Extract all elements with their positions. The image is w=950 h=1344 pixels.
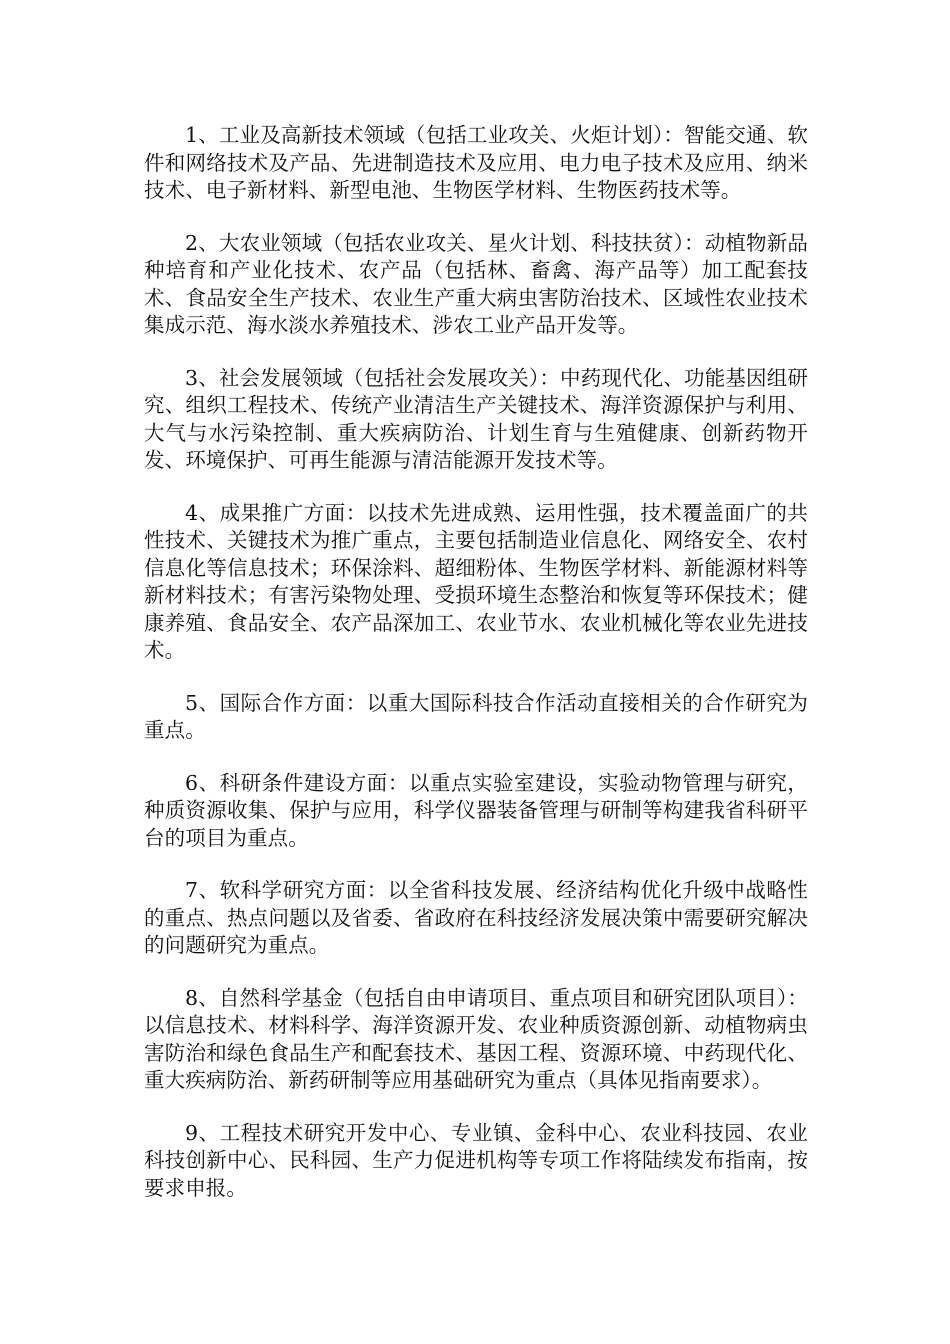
paragraph-8: 8、自然科学基金（包括自由申请项目、重点项目和研究团队项目）：以信息技术、材料科学、海洋资源开发、农业种质资源创新、动植物病虫害防治和绿色食品生产和配套技术、基因工程、资源环境、中药现代化、重大疾病防治、新药研制等应用基础研究为重点（具体见指南要求）。: [144, 985, 808, 1092]
paragraph-5: 5、国际合作方面：以重大国际科技合作活动直接相关的合作研究为重点。: [144, 690, 808, 742]
paragraph-2: 2、大农业领域（包括农业攻关、星火计划、科技扶贫）：动植物新品种培育和产业化技术、农产品（包括林、畜禽、海产品等）加工配套技术、食品安全生产技术、农业生产重大病虫害防治技术、区域性农业技术集成示范、海水淡水养殖技术、涉农工业产品开发等。: [144, 230, 808, 337]
paragraph-1: 1、工业及高新技术领域（包括工业攻关、火炬计划）：智能交通、软件和网络技术及产品、先进制造技术及应用、电力电子技术及应用、纳米技术、电子新材料、新型电池、生物医学材料、生物医药技术等。: [144, 123, 808, 202]
paragraph-9: 9、工程技术研究开发中心、专业镇、金科中心、农业科技园、农业科技创新中心、民科园、生产力促进机构等专项工作将陆续发布指南，按要求申报。: [144, 1120, 808, 1200]
paragraph-3: 3、社会发展领域（包括社会发展攻关）：中药现代化、功能基因组研究、组织工程技术、传统产业清洁生产关键技术、海洋资源保护与利用、大气与水污染控制、重大疾病防治、计划生育与生殖健康、创新药物开发、环境保护、可再生能源与清洁能源开发技术等。: [144, 365, 808, 472]
paragraph-6: 6、科研条件建设方面：以重点实验室建设，实验动物管理与研究，种质资源收集、保护与应用，科学仪器装备管理与研制等构建我省科研平台的项目为重点。: [144, 770, 808, 850]
paragraph-4: 4、成果推广方面：以技术先进成熟、运用性强，技术覆盖面广的共性技术、关键技术为推广重点，主要包括制造业信息化、网络安全、农村信息化等信息技术；环保涂料、超细粉体、生物医学材料、新能源材料等新材料技术；有害污染物处理、受损环境生态整治和恢复等环保技术；健康养殖、食品安全、农产品深加工、农业节水、农业机械化等农业先进技术。: [144, 500, 808, 662]
paragraph-7: 7、软科学研究方面：以全省科技发展、经济结构优化升级中战略性的重点、热点问题以及省委、省政府在科技经济发展决策中需要研究解决的问题研究为重点。: [144, 878, 808, 957]
document-body: [144, 122, 808, 1227]
